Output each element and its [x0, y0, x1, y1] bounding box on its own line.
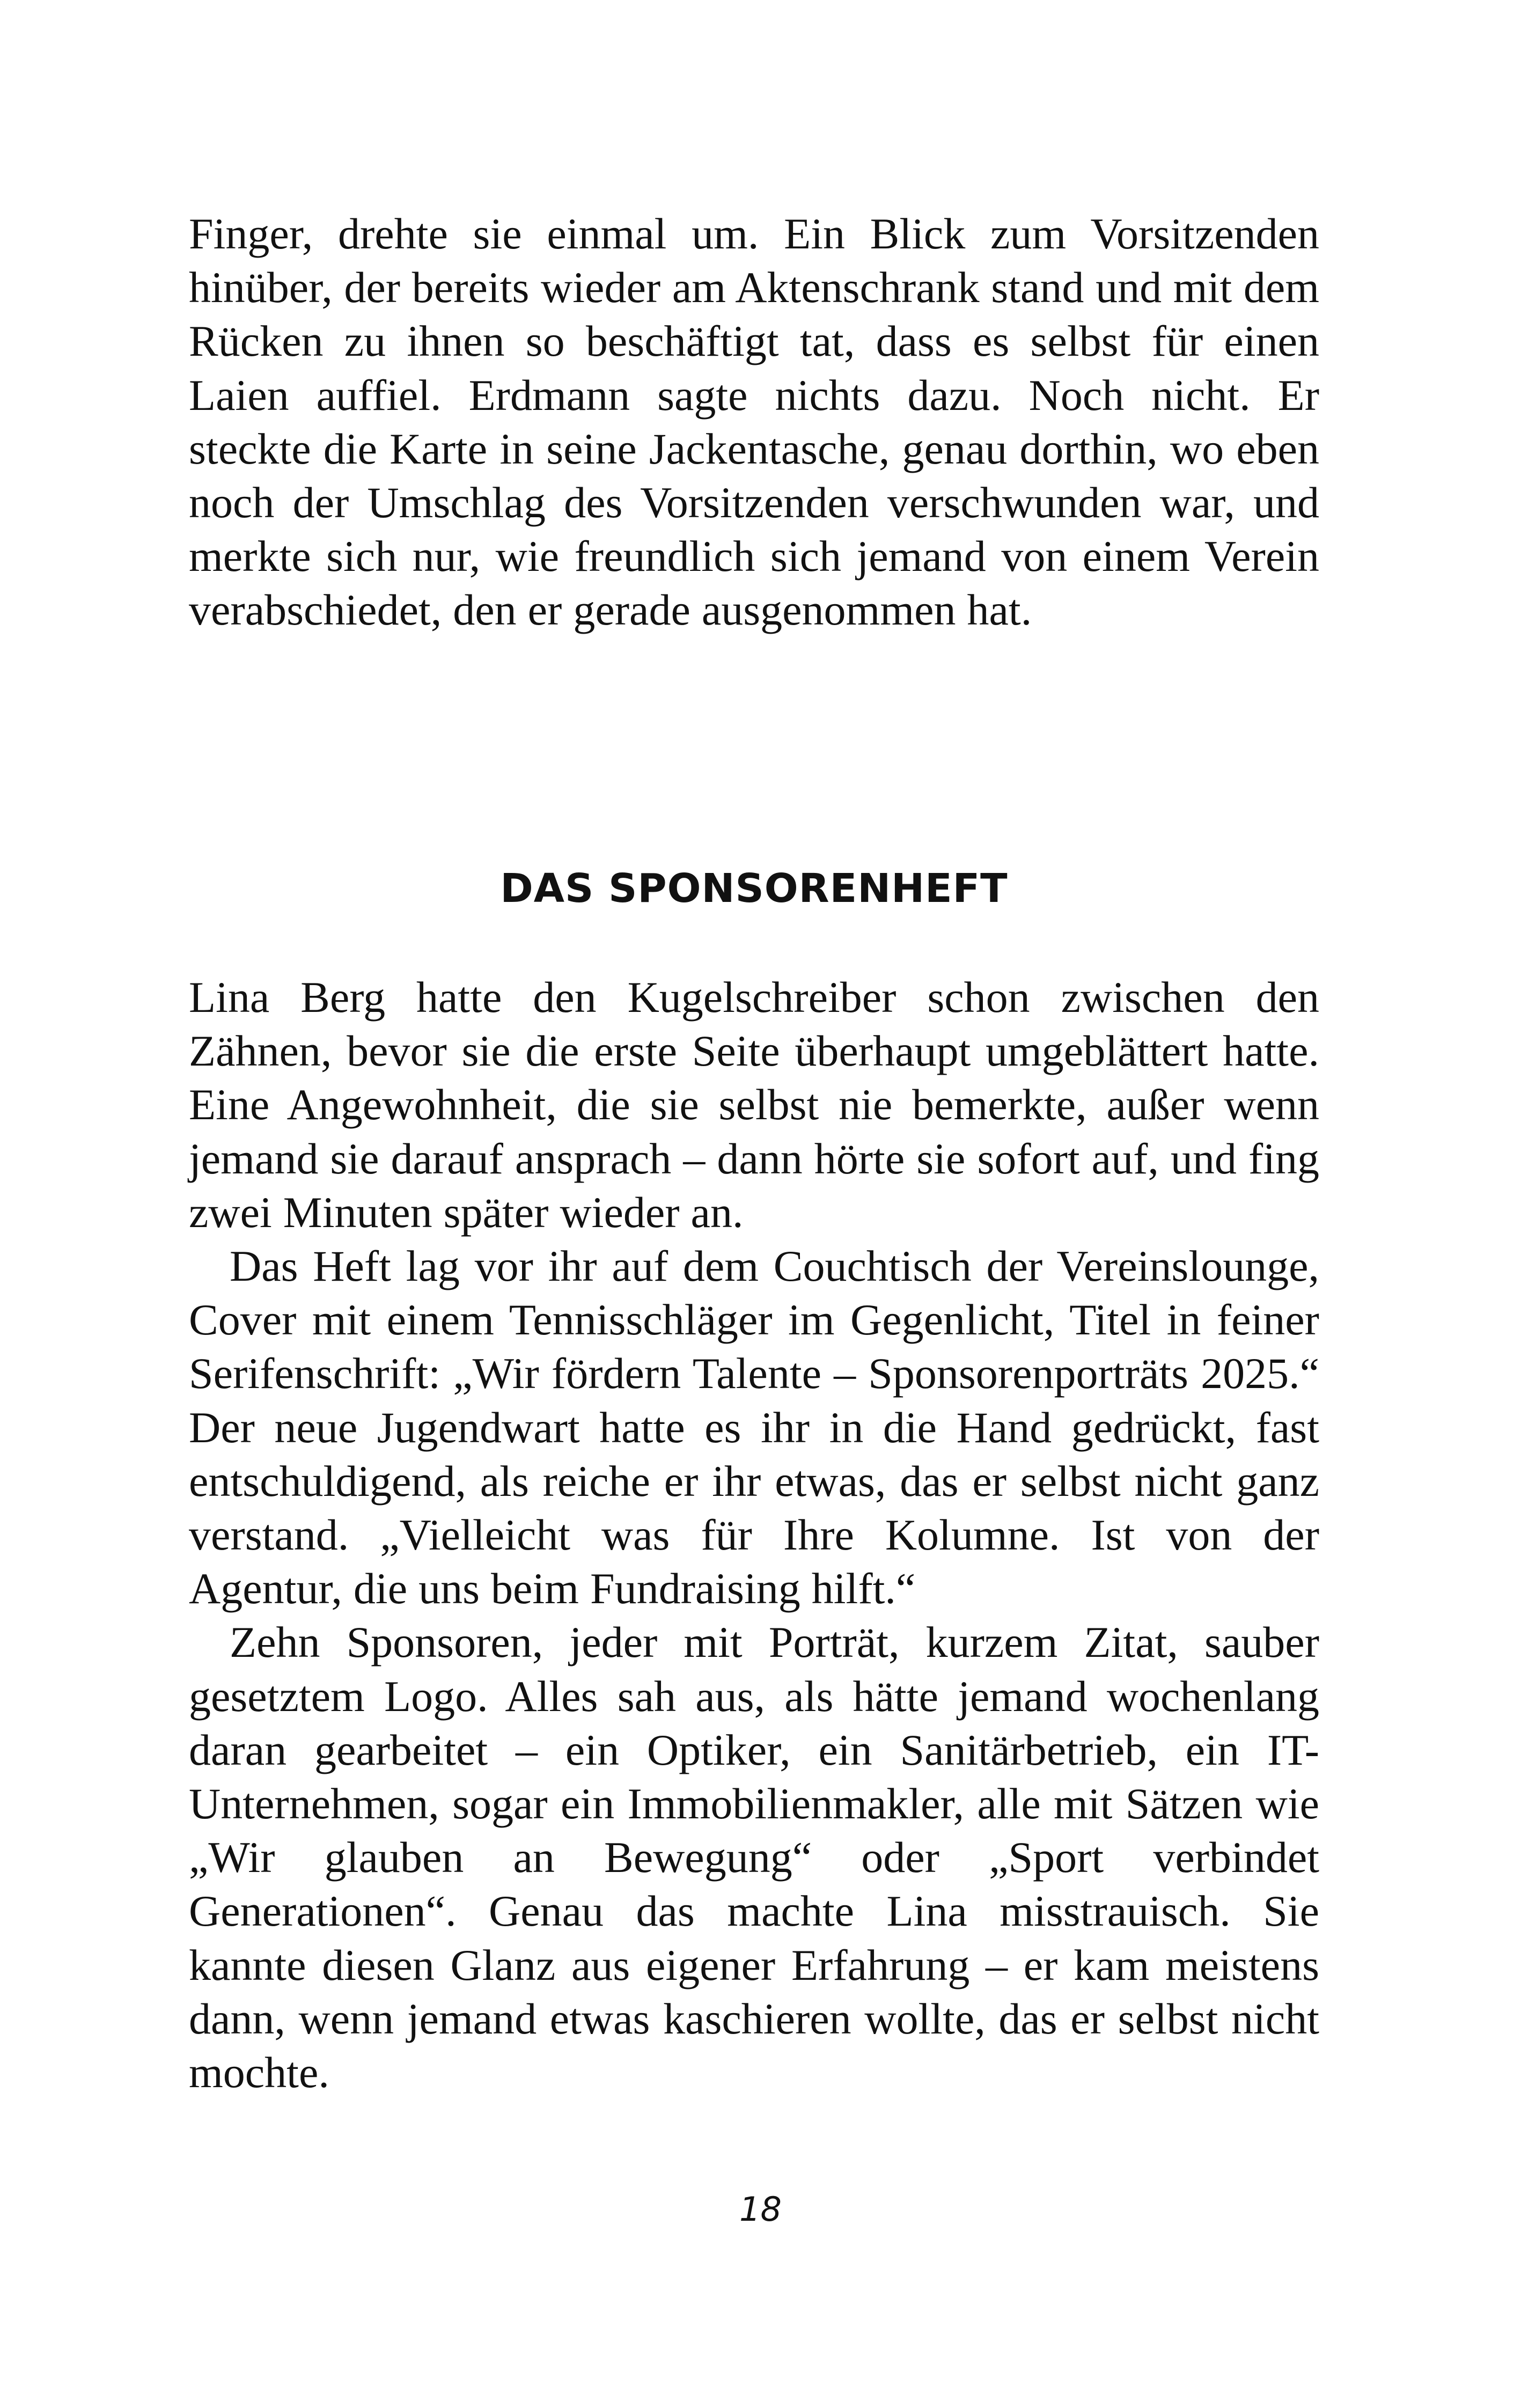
chapter-title: DAS SPONSORENHEFT	[500, 865, 1008, 912]
chapter-body	[189, 971, 1319, 2099]
chapter-paragraph-2: Das Heft lag vor ihr auf dem Couchtisch der Vereinslounge, Cover mit einem Tennisschläger im Gegenlicht, Titel in feiner Serifenschrift: „Wir fördern Talente – Sponsorenporträts 2025.“ Der neue Jugendwart hatte es ihr in die Hand gedrückt, fast entschuldigend, als reiche er ihr etwas, das er selbst nicht ganz verstand. „Vielleicht was für Ihre Kolumne. Ist von der Agentur, die uns beim Fundraising hilft.“	[189, 1242, 1319, 1613]
continuation-paragraph: Finger, drehte sie einmal um. Ein Blick zum Vorsitzenden hinüber, der bereits wieder am Aktenschrank stand und mit dem Rücken zu ihnen so beschäftigt tat, dass es selbst für einen Laien auffiel. Erdmann sagte nichts dazu. Noch nicht. Er steckte die Karte in seine Jackentasche, genau dorthin, wo eben noch der Umschlag des Vorsitzenden verschwunden war, und merkte sich nur, wie freundlich sich jemand von einem Verein verabschiedet, den er gerade ausgenommen hat.	[189, 209, 1319, 635]
page-number: 18	[739, 2190, 782, 2229]
chapter-paragraph-1: Lina Berg hatte den Kugelschreiber schon zwischen den Zähnen, bevor sie die erste Seite überhaupt umgeblättert hatte. Eine Angewohnheit, die sie selbst nie bemerkte, außer wenn jemand sie darauf ansprach – dann hörte sie sofort auf, und fing zwei Minuten später wieder an.	[189, 973, 1319, 1237]
chapter-paragraph-3: Zehn Sponsoren, jeder mit Porträt, kurzem Zitat, sauber gesetztem Logo. Alles sah aus, als hätte jemand wochenlang daran gearbeitet – ein Optiker, ein Sanitärbetrieb, ein IT-Unternehmen, sogar ein Immobilienmakler, alle mit Sätzen wie „Wir glauben an Bewegung“ oder „Sport verbindet Generationen“. Genau das machte Lina misstrauisch. Sie kannte diesen Glanz aus eigener Erfahrung – er kam meistens dann, wenn jemand etwas kaschieren wollte, das er selbst nicht mochte.	[189, 1618, 1319, 2097]
continuation-text-block	[189, 207, 1319, 637]
